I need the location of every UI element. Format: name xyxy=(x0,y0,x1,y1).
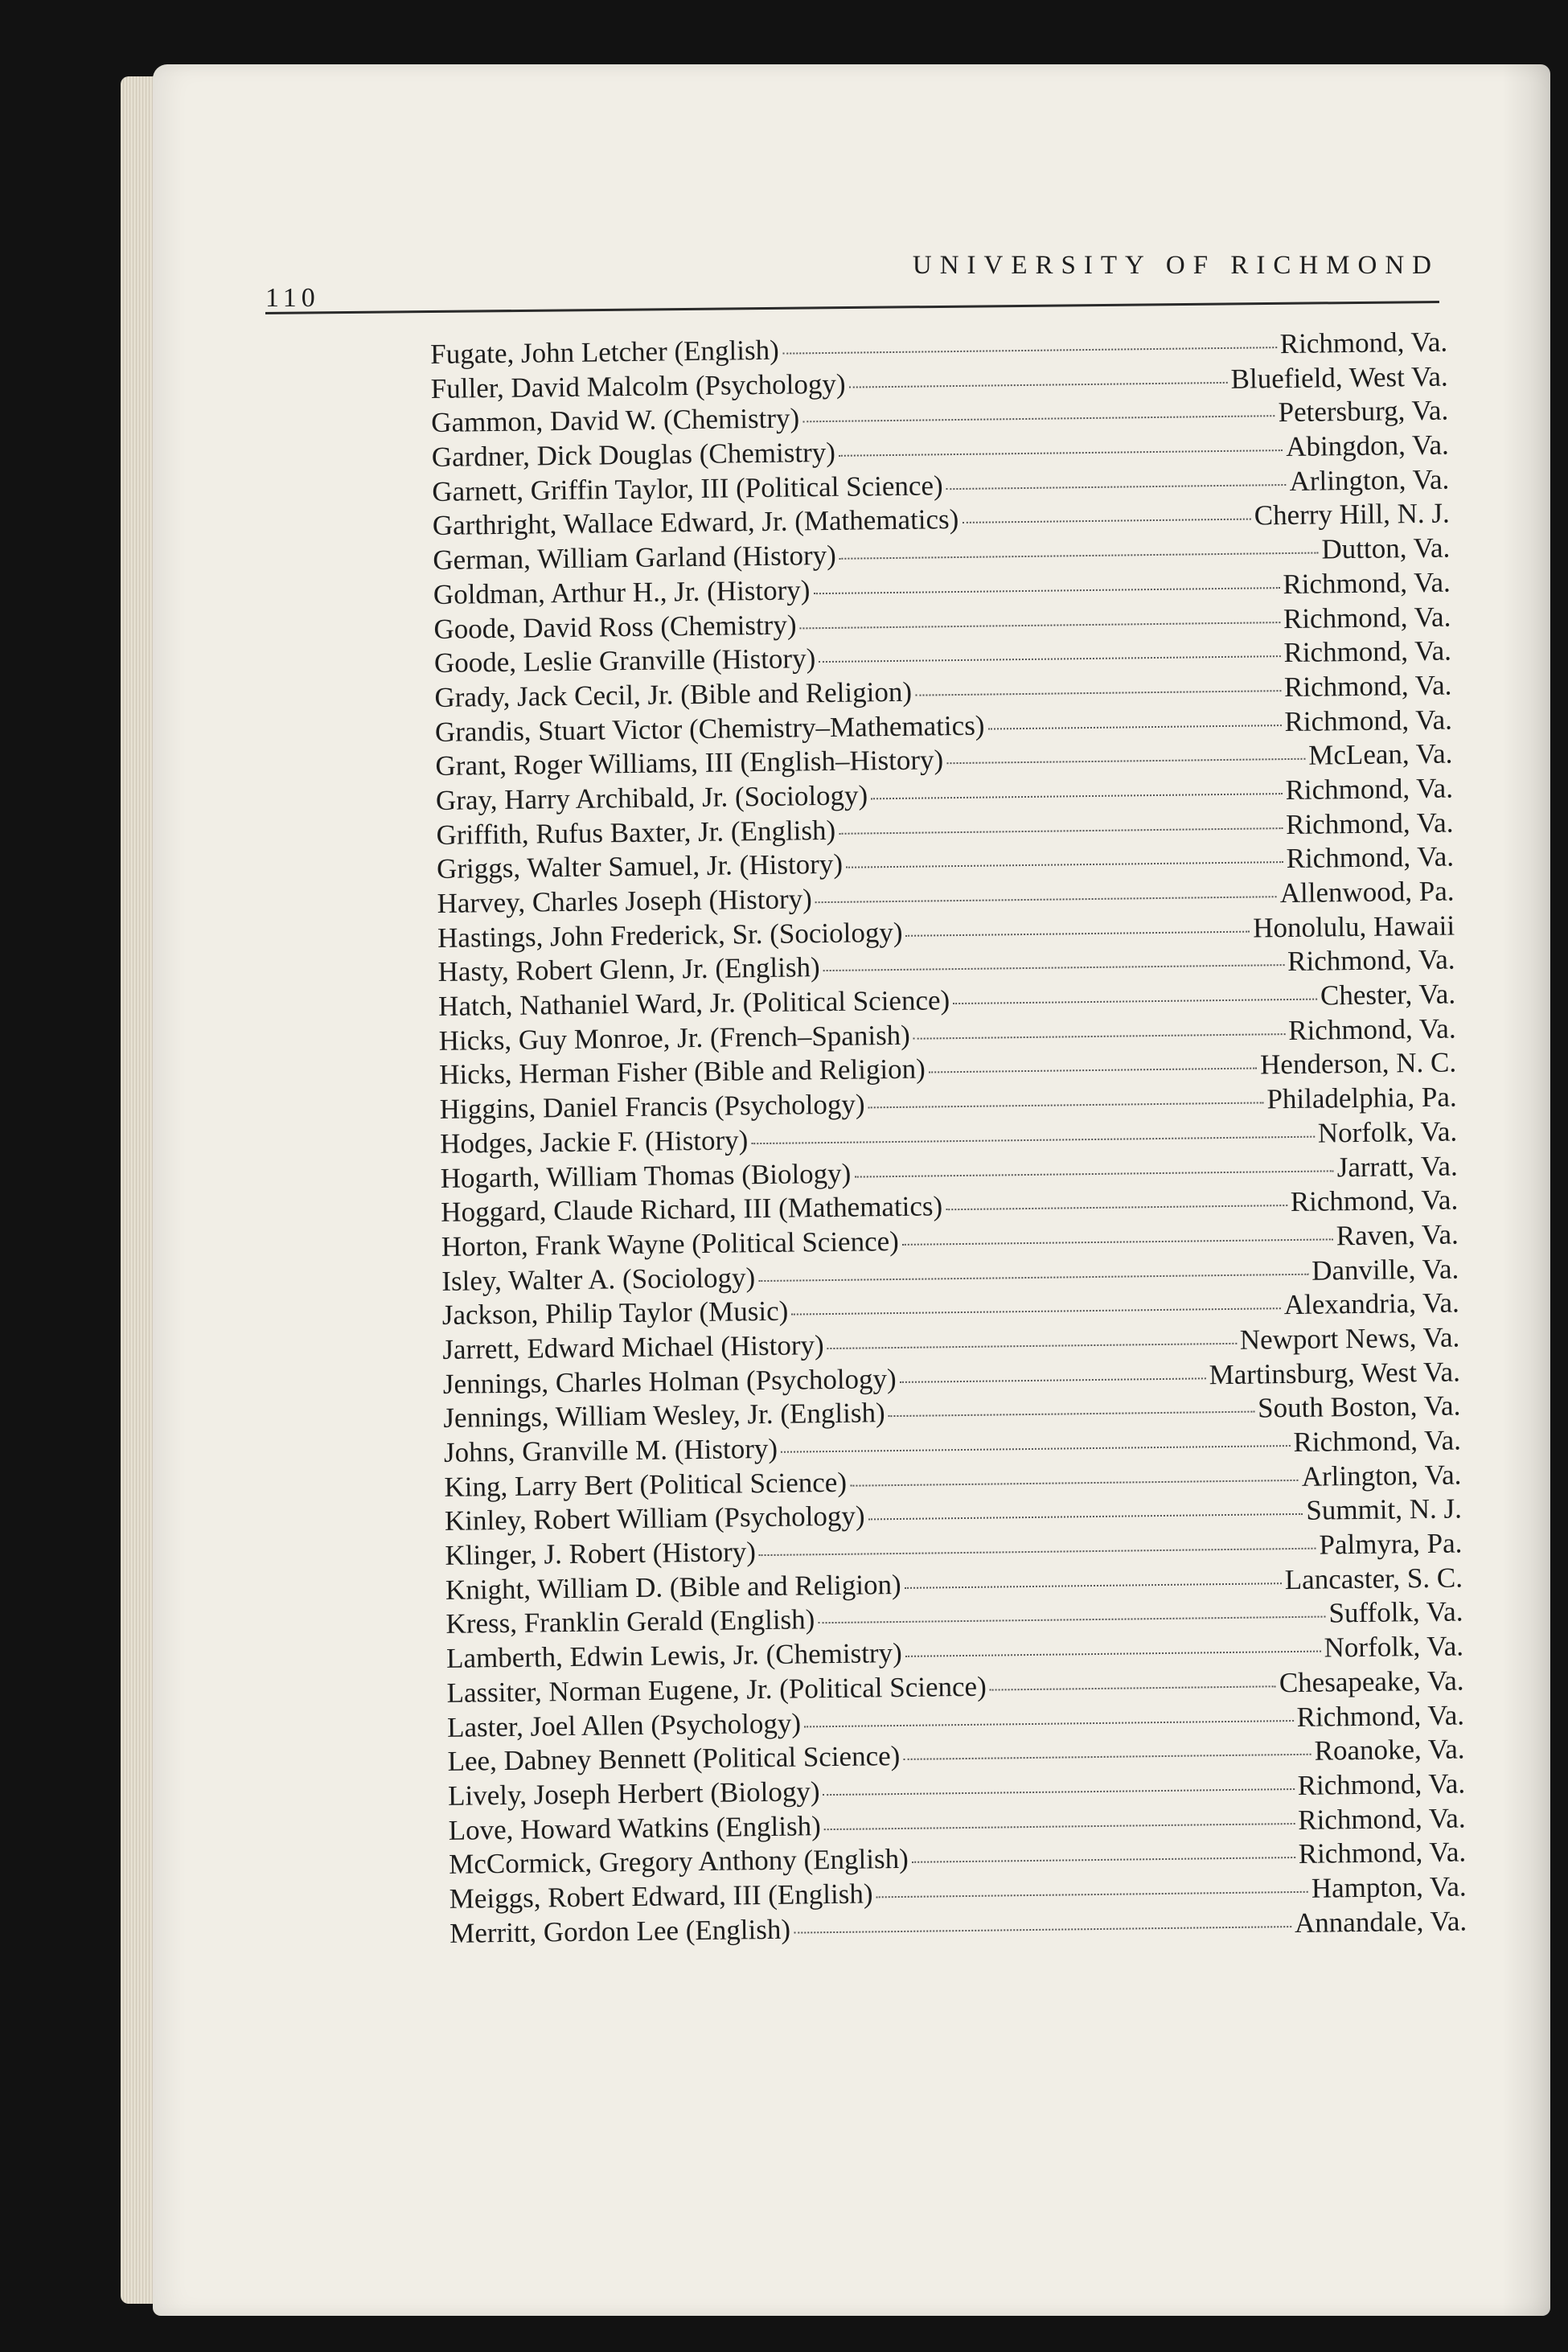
spine-shadow xyxy=(1502,64,1550,2316)
student-name: Laster, Joel Allen (Psychology) xyxy=(446,1706,802,1743)
hometown: Chester, Va. xyxy=(1320,978,1456,1012)
dot-leader xyxy=(902,1238,1333,1246)
dot-leader xyxy=(759,1548,1316,1556)
student-name: Grant, Roger Williams, III (English–History) xyxy=(435,744,944,782)
student-name: Goode, Leslie Granville (History) xyxy=(433,642,816,679)
page-number: 110 xyxy=(265,283,320,313)
hometown: Richmond, Va. xyxy=(1286,840,1455,875)
student-name: Klinger, J. Robert (History) xyxy=(445,1536,757,1571)
hometown: Dutton, Va. xyxy=(1321,532,1451,565)
header-rule xyxy=(265,301,1439,314)
hometown: Richmond, Va. xyxy=(1285,807,1454,840)
dot-leader xyxy=(804,1720,1294,1727)
student-name: Garnett, Griffin Taylor, III (Political Science) xyxy=(432,469,943,507)
hometown: Richmond, Va. xyxy=(1283,601,1451,634)
student-name: Goldman, Arthur H., Jr. (History) xyxy=(433,574,811,610)
hometown: Richmond, Va. xyxy=(1287,1012,1456,1046)
hometown: Richmond, Va. xyxy=(1296,1698,1465,1733)
hometown: Richmond, Va. xyxy=(1285,772,1454,806)
dot-leader xyxy=(802,416,1275,423)
student-name: Lamberth, Edwin Lewis, Jr. (Chemistry) xyxy=(445,1637,902,1675)
dot-leader xyxy=(990,1685,1276,1690)
dot-leader xyxy=(915,690,1281,696)
student-name: Lively, Joseph Herbert (Biology) xyxy=(447,1775,820,1812)
dot-leader xyxy=(889,1411,1255,1418)
hometown: Cherry Hill, N. J. xyxy=(1254,497,1451,532)
dot-leader xyxy=(868,1513,1303,1521)
student-name: Lassiter, Norman Eugene, Jr. (Political Science) xyxy=(446,1670,987,1709)
student-name: Higgins, Daniel Francis (Psychology) xyxy=(439,1088,865,1126)
hometown: Richmond, Va. xyxy=(1283,669,1452,703)
dot-leader xyxy=(849,382,1228,388)
student-list xyxy=(430,326,1467,1952)
dot-leader xyxy=(839,827,1283,835)
hometown: Hampton, Va. xyxy=(1311,1870,1467,1904)
student-name: Kinley, Robert William (Psychology) xyxy=(444,1500,865,1537)
dot-leader xyxy=(962,519,1250,523)
dot-leader xyxy=(839,449,1283,457)
dot-leader xyxy=(839,552,1319,560)
dot-leader xyxy=(868,1102,1264,1109)
hometown: Richmond, Va. xyxy=(1283,634,1452,669)
hometown: Petersburg, Va. xyxy=(1278,394,1449,429)
student-name: Merritt, Gordon Lee (English) xyxy=(449,1913,791,1949)
student-name: King, Larry Bert (Political Science) xyxy=(444,1466,848,1503)
dot-leader xyxy=(827,1343,1237,1349)
dot-leader xyxy=(987,724,1281,729)
hometown: Jarratt, Va. xyxy=(1336,1149,1458,1183)
student-name: Harvey, Charles Joseph (History) xyxy=(437,883,813,919)
hometown: Roanoke, Va. xyxy=(1314,1733,1465,1767)
student-name: Hogarth, William Thomas (Biology) xyxy=(440,1157,852,1194)
hometown: Summit, N. J. xyxy=(1306,1492,1463,1527)
hometown: Arlington, Va. xyxy=(1301,1459,1462,1492)
hometown: Philadelphia, Pa. xyxy=(1266,1081,1457,1115)
student-name: Meiggs, Robert Edward, III (English) xyxy=(449,1878,873,1915)
dot-leader xyxy=(912,1857,1295,1863)
hometown: Norfolk, Va. xyxy=(1317,1115,1458,1149)
dot-leader xyxy=(813,587,1279,594)
hometown: Honolulu, Hawaii xyxy=(1253,909,1455,944)
dot-leader xyxy=(818,1616,1325,1624)
dot-leader xyxy=(850,1480,1299,1487)
student-name: Hicks, Guy Monroe, Jr. (French–Spanish) xyxy=(438,1019,911,1057)
hometown: Palmyra, Pa. xyxy=(1319,1527,1463,1561)
student-name: Horton, Frank Wayne (Political Science) xyxy=(441,1225,900,1262)
student-name: Gammon, David W. (Chemistry) xyxy=(431,402,800,439)
student-name: Fuller, David Malcolm (Psychology) xyxy=(430,367,846,404)
hometown: Lancaster, S. C. xyxy=(1284,1562,1463,1595)
hometown: Abingdon, Va. xyxy=(1285,429,1449,463)
dot-leader xyxy=(819,655,1280,663)
dot-leader xyxy=(953,999,1317,1005)
dot-leader xyxy=(905,1582,1282,1589)
hometown: Danville, Va. xyxy=(1311,1253,1459,1287)
hometown: Richmond, Va. xyxy=(1287,943,1455,978)
student-name: Grandis, Stuart Victor (Chemistry–Mathematics) xyxy=(434,709,985,748)
student-name: Johns, Granville M. (History) xyxy=(443,1432,778,1468)
hometown: McLean, Va. xyxy=(1308,737,1453,771)
hometown: Allenwood, Pa. xyxy=(1279,875,1455,909)
dot-leader xyxy=(782,347,1277,355)
student-name: Griffith, Rufus Baxter, Jr. (English) xyxy=(436,814,836,851)
dot-leader xyxy=(946,484,1287,490)
dot-leader xyxy=(823,964,1285,971)
hometown: South Boston, Va. xyxy=(1257,1389,1461,1424)
hometown: Arlington, Va. xyxy=(1289,463,1450,497)
student-name: Jennings, William Wesley, Jr. (English) xyxy=(443,1397,885,1435)
student-name: Gardner, Dick Douglas (Chemistry) xyxy=(431,436,836,474)
student-name: Knight, William D. (Bible and Religion) xyxy=(445,1568,901,1606)
hometown: Norfolk, Va. xyxy=(1324,1630,1464,1664)
hometown: Chesapeake, Va. xyxy=(1279,1664,1464,1699)
dot-leader xyxy=(854,1170,1333,1177)
student-name: Griggs, Walter Samuel, Jr. (History) xyxy=(436,848,844,885)
hometown: Henderson, N. C. xyxy=(1259,1046,1457,1081)
hometown: Martinsburg, West Va. xyxy=(1209,1356,1461,1390)
hometown: Richmond, Va. xyxy=(1297,1801,1466,1836)
hometown: Richmond, Va. xyxy=(1293,1424,1462,1458)
dot-leader xyxy=(946,758,1305,764)
hometown: Annandale, Va. xyxy=(1294,1905,1467,1939)
student-name: Hicks, Herman Fisher (Bible and Religion) xyxy=(438,1053,926,1091)
student-name: Love, Howard Watkins (English) xyxy=(448,1809,822,1846)
student-name: Goode, David Ross (Chemistry) xyxy=(433,608,797,645)
dot-leader xyxy=(791,1307,1280,1315)
dot-leader xyxy=(900,1377,1206,1383)
student-name: Hastings, John Frederick, Sr. (Sociology) xyxy=(437,916,903,954)
student-name: Hatch, Nathaniel Ward, Jr. (Political Science) xyxy=(437,984,950,1022)
dot-leader xyxy=(903,1754,1311,1760)
dot-leader xyxy=(800,622,1281,629)
student-name: Grady, Jack Cecil, Jr. (Bible and Religion) xyxy=(434,675,913,713)
student-name: Garthright, Wallace Edward, Jr. (Mathematics) xyxy=(432,503,959,542)
dot-leader xyxy=(824,1823,1295,1830)
dot-leader xyxy=(815,896,1277,903)
student-name: Jackson, Philip Taylor (Music) xyxy=(441,1295,789,1332)
student-name: McCormick, Gregory Anthony (English) xyxy=(448,1843,909,1881)
dot-leader xyxy=(823,1788,1295,1796)
student-name: Fugate, John Letcher (English) xyxy=(430,334,779,370)
hometown: Richmond, Va. xyxy=(1297,1767,1466,1801)
student-name: Jennings, Charles Holman (Psychology) xyxy=(442,1362,897,1400)
page-header xyxy=(265,241,1439,314)
hometown: Suffolk, Va. xyxy=(1328,1595,1463,1629)
hometown: Richmond, Va. xyxy=(1284,704,1453,737)
student-name: Kress, Franklin Gerald (English) xyxy=(445,1603,815,1640)
hometown: Alexandria, Va. xyxy=(1283,1287,1459,1321)
dot-leader xyxy=(794,1926,1291,1934)
hometown: Richmond, Va. xyxy=(1283,566,1451,600)
dot-leader xyxy=(751,1135,1315,1144)
dot-leader xyxy=(906,930,1250,936)
student-name: Isley, Walter A. (Sociology) xyxy=(441,1261,756,1297)
dot-leader xyxy=(871,793,1282,799)
dot-leader xyxy=(913,1033,1285,1040)
hometown: Newport News, Va. xyxy=(1239,1321,1460,1356)
student-name: German, William Garland (History) xyxy=(433,539,837,577)
student-name: Gray, Harry Archibald, Jr. (Sociology) xyxy=(435,779,868,816)
dot-leader xyxy=(946,1205,1287,1210)
student-name: Hasty, Robert Glenn, Jr. (English) xyxy=(437,951,820,988)
hometown: Richmond, Va. xyxy=(1290,1184,1459,1218)
hometown: Richmond, Va. xyxy=(1279,326,1448,360)
hometown: Richmond, Va. xyxy=(1298,1836,1467,1870)
dot-leader xyxy=(781,1445,1290,1453)
dot-leader xyxy=(846,861,1283,868)
dot-leader xyxy=(758,1273,1308,1281)
hometown: Raven, Va. xyxy=(1336,1218,1459,1252)
student-name: Jarrett, Edward Michael (History) xyxy=(442,1329,824,1365)
hometown: Bluefield, West Va. xyxy=(1230,360,1448,395)
dot-leader xyxy=(905,1651,1321,1657)
dot-leader xyxy=(876,1891,1308,1898)
running-head: UNIVERSITY OF RICHMOND xyxy=(912,251,1439,280)
student-name: Hodges, Jackie F. (History) xyxy=(440,1124,749,1160)
student-name: Lee, Dabney Bennett (Political Science) xyxy=(447,1740,901,1778)
dot-leader xyxy=(929,1068,1257,1073)
student-name: Hoggard, Claude Richard, III (Mathematics) xyxy=(441,1190,943,1229)
